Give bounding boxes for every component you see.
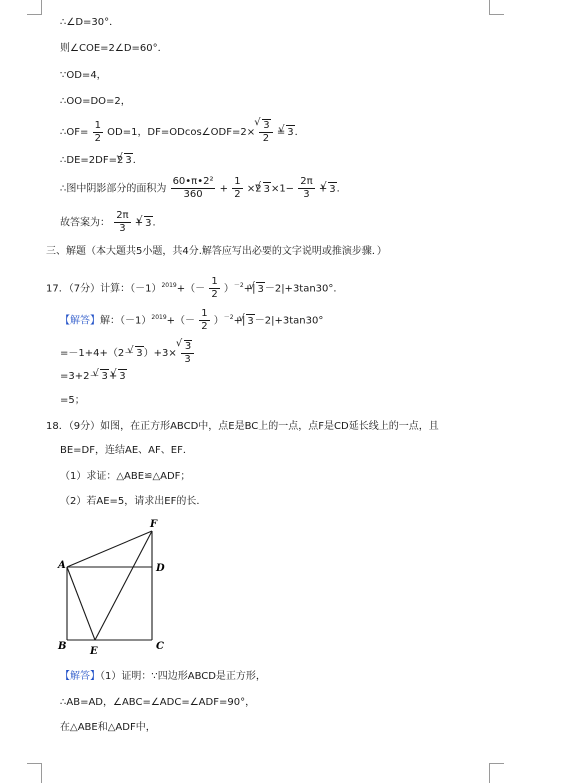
solution-line-angle-coe: 则∠COE=2∠D=60°． — [60, 43, 168, 54]
solution-line-od: ∵OD=4， — [60, 70, 107, 81]
point-label-e: E — [90, 646, 98, 657]
crop-mark — [27, 763, 42, 764]
point-label-b: B — [58, 641, 67, 652]
answer-18-line-3: 在△ABE和△ADF中， — [60, 722, 156, 733]
fraction: $\frac{2\pi}{3}$ — [300, 176, 313, 200]
solution-line-angle-d: ∴∠D=30°． — [60, 17, 120, 28]
square-geometry-figure — [52, 515, 177, 660]
fraction: √ $\frac{3}{3}$ — [181, 340, 194, 366]
crop-mark — [27, 14, 42, 15]
fraction: $\frac{1}{2}$ — [234, 176, 241, 200]
answer-tag: 【解答】 — [60, 671, 100, 682]
fraction: $\frac{1}{2}$ — [201, 308, 208, 332]
point-label-f: F — [150, 519, 158, 530]
point-label-d: D — [156, 563, 165, 574]
solution-line-answer: 故答案为： $\frac{2\pi}{3}$ +√ 3． — [60, 210, 163, 235]
question-17: 17．（7分）计算：$(-1)^{2019}+(-$ $\frac{1}{2}$ ）$^{-2}$+|√ 3－2|+3tan30°． — [46, 276, 343, 301]
solution-line-oo: ∴OO=DO=2， — [60, 96, 131, 107]
fraction: $\frac{1}{2}$ — [211, 276, 218, 300]
fraction: $\frac{1}{2}$ — [94, 119, 101, 144]
answer-17-result: =5； — [60, 395, 85, 406]
answer-17-step-2: =3+2－√ 3+√ 3 — [60, 369, 127, 384]
fraction: √ $\frac{3}{2}$ — [259, 119, 272, 145]
answer-tag: 【解答】 — [60, 315, 100, 327]
fraction: $\frac{2\pi}{3}$ — [116, 210, 129, 234]
crop-mark — [489, 763, 504, 764]
question-18-part-1: （1）求证：△ABE≌△ADF； — [60, 471, 191, 482]
solution-line-de: ∴DE=2DF=2√ 3． — [60, 153, 143, 168]
crop-mark — [489, 763, 490, 783]
answer-18-line-1: 【解答】（1）证明：∵四边形ABCD是正方形， — [60, 671, 266, 682]
section-three-heading: 三、解题（本大题共5小题，共4分.解答应写出必要的文字说明或推演步骤．） — [46, 246, 387, 257]
point-label-a: A — [58, 560, 66, 571]
crop-mark — [41, 763, 42, 783]
solution-line-of-df: ∴OF= $\frac{1}{2}$ OD=1，DF=ODcos∠ODF=2× √ $\frac{3}{2}$ =√ 3． — [60, 119, 305, 145]
question-18-line-2: BE=DF，连结AE、AF、EF． — [60, 445, 193, 456]
crop-mark — [41, 0, 42, 14]
crop-mark — [489, 14, 504, 15]
answer-17: 【解答】解：$(-1)^{2019}+(-$ $\frac{1}{2}$ ）$^{-2}$+|√ 3－2|+3tan30° — [60, 308, 323, 333]
answer-17-step-1: =－1+4+（2－√ 3）+3× √ $\frac{3}{3}$ — [60, 340, 195, 366]
fraction: $\frac{\text{60•π•2²}}{360}$ — [172, 176, 214, 200]
answer-18-line-2: ∴AB=AD，∠ABC=∠ADC=∠ADF=90°， — [60, 697, 256, 708]
solution-line-shaded-area: ∴图中阴影部分的面积为 $\frac{\text{60•π•2²}}{360}$ + $\frac{1}{2}$ ×2√ 3×1− $\frac{2\pi}{3}$ +√ 3． — [60, 176, 347, 201]
point-label-c: C — [156, 641, 164, 652]
crop-mark — [489, 0, 490, 14]
question-18-line-1: 18．（9分）如图，在正方形ABCD中，点E是BC上的一点，点F是CD延长线上的一点，且 — [46, 421, 439, 432]
question-18-part-2: （2）若AE=5，请求出EF的长． — [60, 496, 207, 507]
